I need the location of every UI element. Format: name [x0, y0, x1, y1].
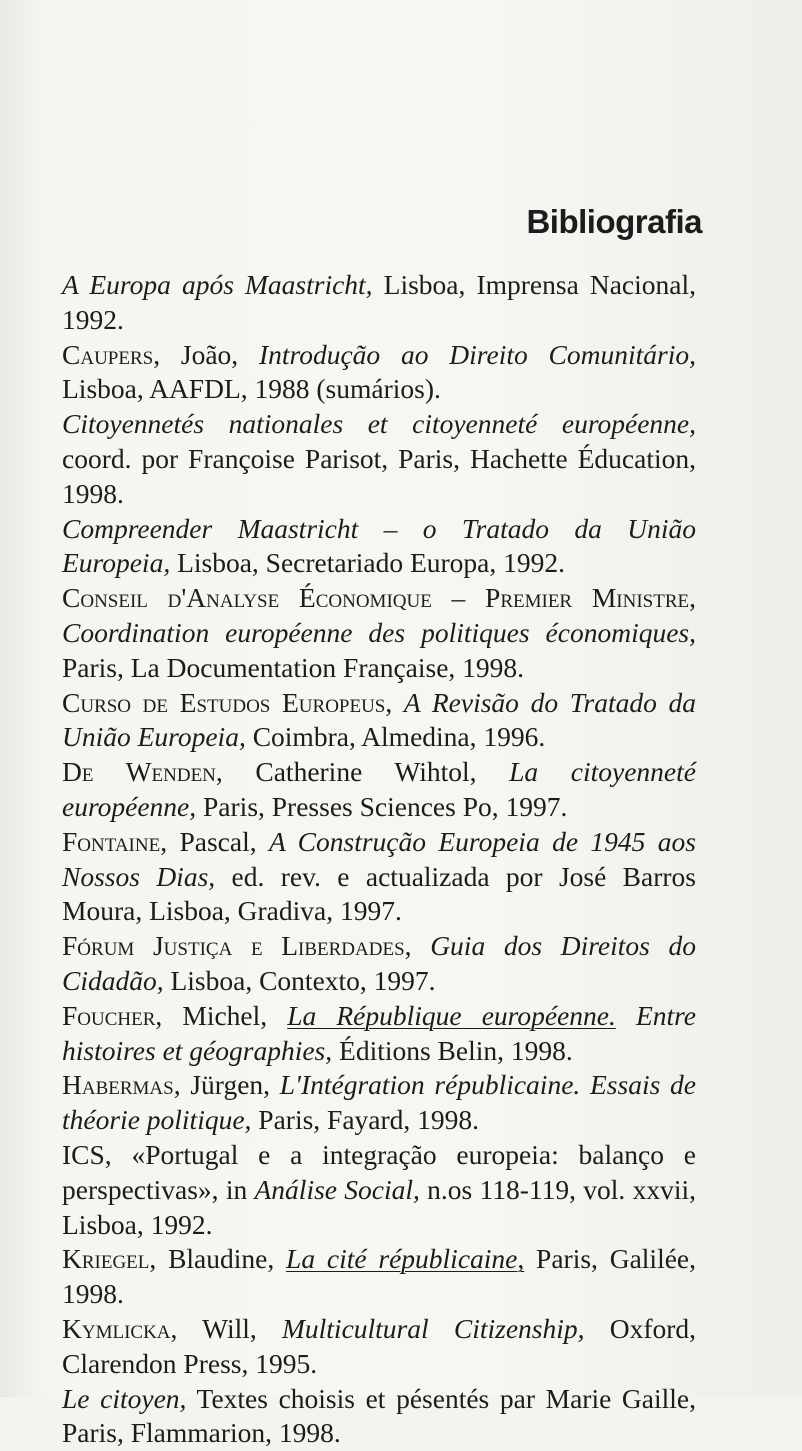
bibliography-entry: [62, 1312, 696, 1382]
entry-author: Fórum Justiça e Liberdades: [62, 930, 405, 961]
bibliography-entry: [62, 268, 696, 338]
bibliography-entry: [62, 1382, 696, 1451]
bibliography-entry: [62, 581, 696, 685]
entry-text: ICS, «Portugal e a integração europeia: balanço e perspectivas», in: [62, 1139, 696, 1205]
entry-title: A Revisão do Tratado da União Europeia,: [62, 687, 696, 753]
bibliography-entry: [62, 1138, 696, 1242]
entry-title: Compreender Maastricht – o Tratado da União Europeia,: [62, 513, 696, 579]
bibliography-entry: [62, 1242, 696, 1312]
page-title: Bibliografia: [526, 203, 702, 241]
bibliography-entry: [62, 999, 696, 1069]
entry-text: , Pascal,: [160, 826, 269, 857]
entry-author: Foucher: [62, 1000, 155, 1031]
entry-title: Coordination européenne des politiques économiques,: [62, 617, 696, 648]
entry-text: Paris, Fayard, 1998.: [251, 1104, 479, 1135]
entry-title: Análise Social,: [255, 1174, 420, 1205]
entry-text: Lisboa, AAFDL, 1988 (sumários).: [62, 373, 441, 404]
entry-title: Citoyennetés nationales et citoyenneté européenne,: [62, 408, 696, 439]
entry-title: Guia dos Direitos do Cidadão,: [62, 930, 696, 996]
entry-title: Multicultural Citizenship,: [282, 1313, 585, 1344]
entry-text: Lisboa, Contexto, 1997.: [164, 965, 436, 996]
entry-author: Conseil d'Analyse Économique – Premier Ministre: [62, 582, 689, 613]
entry-text: Textes choisis et pésentés par Marie Gaille, Paris, Flammarion, 1998.: [62, 1383, 696, 1449]
bibliography-entry: [62, 929, 696, 999]
entry-text: , Blaudine,: [149, 1243, 286, 1274]
bibliography-entry: [62, 686, 696, 756]
entry-title: Entre histoires et géographies,: [62, 1000, 696, 1066]
entry-author: Fontaine: [62, 826, 160, 857]
entry-title: L'Intégration républicaine. Essais de théorie politique,: [62, 1069, 696, 1135]
entry-text: [616, 1000, 636, 1031]
entry-text: , Jürgen,: [174, 1069, 280, 1100]
entry-text: Coimbra, Almedina, 1996.: [246, 721, 545, 752]
entry-text: ed. rev. e actualizada por José Barros Moura, Lisboa, Gradiva, 1997.: [62, 861, 696, 927]
entry-text: coord. por Françoise Parisot, Paris, Hachette Éducation, 1998.: [62, 443, 696, 509]
entry-text: Paris, Galilée, 1998.: [62, 1243, 696, 1309]
entry-text: , João,: [153, 339, 259, 370]
entry-text: , Will,: [171, 1313, 282, 1344]
entry-title: La République européenne.: [287, 1000, 616, 1031]
entry-text: Lisboa, Imprensa Nacional, 1992.: [62, 269, 696, 335]
entry-text: n.os 118-119, vol. xxvii, Lisboa, 1992.: [62, 1174, 696, 1240]
bibliography-list: [62, 268, 696, 1451]
entry-text: , Michel,: [155, 1000, 287, 1031]
entry-text: , Catherine Wihtol,: [216, 756, 509, 787]
entry-author: Kymlicka: [62, 1313, 171, 1344]
entry-text: ,: [689, 582, 696, 613]
bibliography-entry: [62, 512, 696, 582]
entry-title: Introdução ao Direito Comunitário,: [259, 339, 696, 370]
entry-text: Lisboa, Secretariado Europa, 1992.: [170, 547, 565, 578]
entry-text: Paris, Presses Sciences Po, 1997.: [196, 791, 567, 822]
entry-text: ,: [405, 930, 431, 961]
entry-title: La citoyenneté européenne,: [62, 756, 696, 822]
bibliography-entry: [62, 1068, 696, 1138]
bibliography-entry: [62, 338, 696, 408]
entry-text: ,: [385, 687, 404, 718]
entry-author: Habermas: [62, 1069, 174, 1100]
entry-text: Éditions Belin, 1998.: [332, 1035, 573, 1066]
entry-title: La cité républicaine,: [286, 1243, 524, 1274]
entry-author: De Wenden: [62, 756, 216, 787]
entry-title: Le citoyen,: [62, 1383, 186, 1414]
entry-text: Oxford, Clarendon Press, 1995.: [62, 1313, 696, 1379]
entry-title: A Construção Europeia de 1945 aos Nossos Dias,: [62, 826, 696, 892]
entry-author: Kriegel: [62, 1243, 149, 1274]
entry-title: A Europa após Maastricht,: [62, 269, 373, 300]
entry-author: Caupers: [62, 339, 153, 370]
bibliography-entry: [62, 825, 696, 929]
entry-author: Curso de Estudos Europeus: [62, 687, 385, 718]
bibliography-entry: [62, 755, 696, 825]
entry-text: Paris, La Documentation Française, 1998.: [62, 652, 524, 683]
bibliography-entry: [62, 407, 696, 511]
